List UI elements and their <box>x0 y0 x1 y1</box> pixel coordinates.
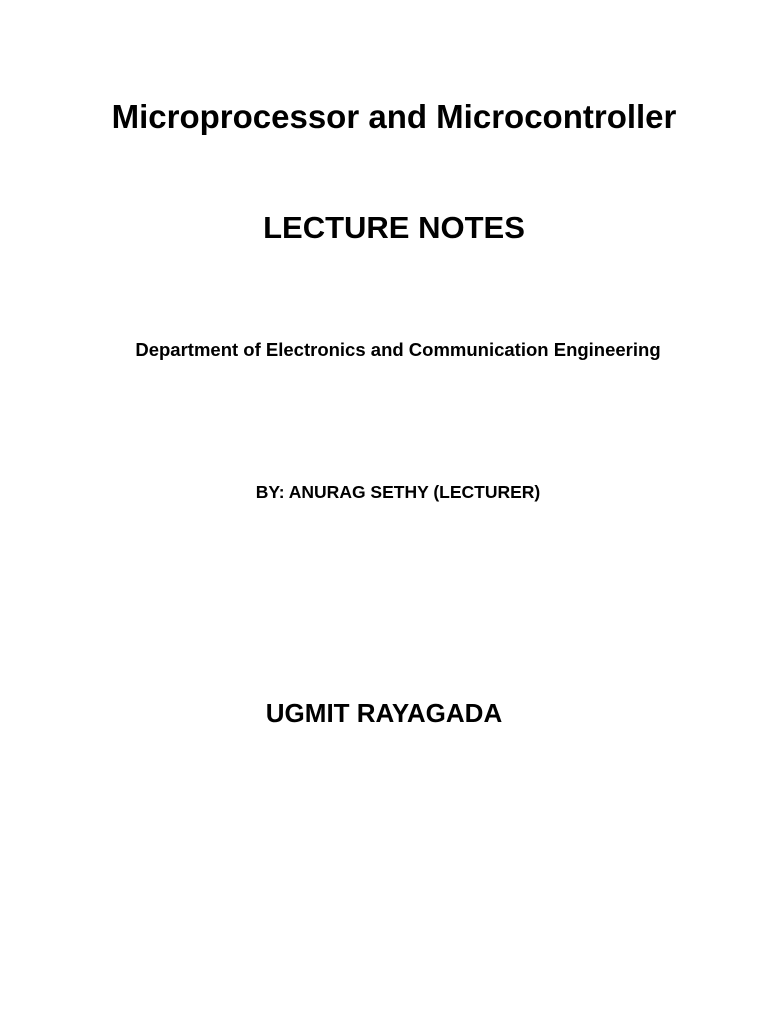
institution-name: UGMIT RAYAGADA <box>265 698 503 728</box>
author-line: BY: ANURAG SETHY (LECTURER) <box>255 482 541 502</box>
department-name: Department of Electronics and Communication Engineering <box>135 339 661 360</box>
document-title: Microprocessor and Microcontroller <box>111 98 677 135</box>
document-subtitle: LECTURE NOTES <box>263 210 525 245</box>
